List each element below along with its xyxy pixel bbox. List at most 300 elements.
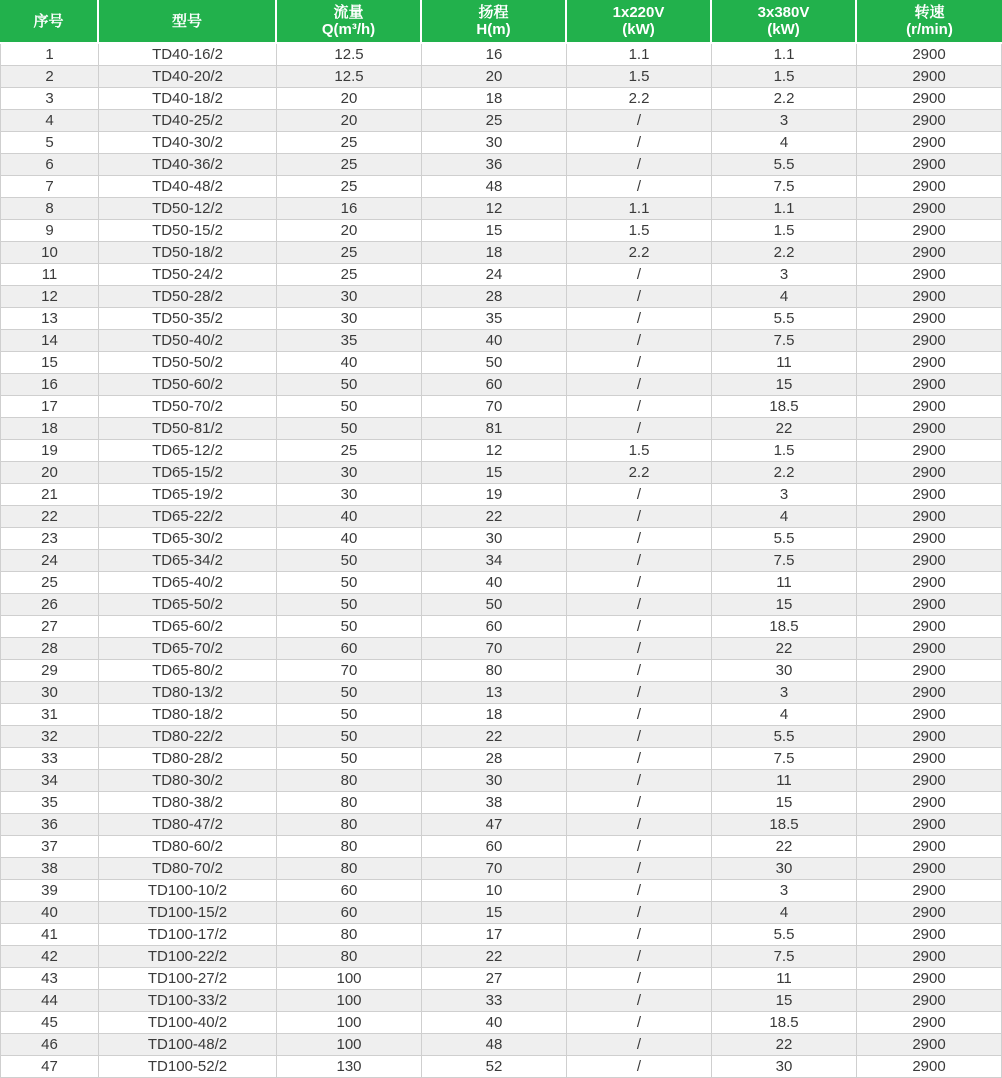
cell-power-3ph: 15 [712,792,857,814]
cell-model: TD100-27/2 [99,968,277,990]
cell-power-3ph: 11 [712,770,857,792]
cell-no: 24 [0,550,99,572]
cell-model: TD100-22/2 [99,946,277,968]
cell-no: 7 [0,176,99,198]
table-row [0,1056,1002,1078]
cell-no: 25 [0,572,99,594]
cell-no: 6 [0,154,99,176]
cell-power-3ph: 30 [712,660,857,682]
cell-speed: 2900 [857,66,1002,88]
cell-flow: 20 [277,220,422,242]
cell-model: TD65-70/2 [99,638,277,660]
cell-no: 19 [0,440,99,462]
cell-no: 13 [0,308,99,330]
cell-power-3ph: 7.5 [712,946,857,968]
cell-no: 28 [0,638,99,660]
table-row [0,242,1002,264]
cell-flow: 80 [277,814,422,836]
cell-model: TD50-70/2 [99,396,277,418]
cell-power-3ph: 3 [712,484,857,506]
cell-speed: 2900 [857,330,1002,352]
cell-power-1ph: 1.1 [567,198,712,220]
cell-head: 22 [422,506,567,528]
cell-head: 15 [422,462,567,484]
cell-power-3ph: 2.2 [712,242,857,264]
cell-speed: 2900 [857,374,1002,396]
cell-speed: 2900 [857,1056,1002,1078]
cell-flow: 16 [277,198,422,220]
cell-flow: 20 [277,88,422,110]
cell-speed: 2900 [857,550,1002,572]
cell-speed: 2900 [857,770,1002,792]
table-row [0,352,1002,374]
cell-model: TD65-19/2 [99,484,277,506]
cell-power-1ph: 1.5 [567,440,712,462]
cell-flow: 25 [277,176,422,198]
cell-flow: 25 [277,264,422,286]
cell-speed: 2900 [857,660,1002,682]
cell-flow: 35 [277,330,422,352]
table-row [0,616,1002,638]
cell-power-3ph: 22 [712,836,857,858]
cell-head: 20 [422,66,567,88]
cell-model: TD80-22/2 [99,726,277,748]
cell-power-1ph: / [567,264,712,286]
cell-model: TD100-40/2 [99,1012,277,1034]
cell-no: 12 [0,286,99,308]
cell-no: 40 [0,902,99,924]
cell-power-3ph: 4 [712,902,857,924]
cell-flow: 25 [277,242,422,264]
cell-speed: 2900 [857,418,1002,440]
cell-power-1ph: / [567,594,712,616]
cell-speed: 2900 [857,176,1002,198]
cell-head: 50 [422,352,567,374]
cell-speed: 2900 [857,198,1002,220]
cell-flow: 20 [277,110,422,132]
cell-speed: 2900 [857,1034,1002,1056]
table-row [0,902,1002,924]
cell-model: TD100-17/2 [99,924,277,946]
cell-power-1ph: / [567,682,712,704]
cell-model: TD80-30/2 [99,770,277,792]
table-row [0,132,1002,154]
cell-power-1ph: / [567,638,712,660]
cell-no: 5 [0,132,99,154]
cell-power-1ph: / [567,352,712,374]
cell-head: 50 [422,594,567,616]
cell-power-3ph: 4 [712,704,857,726]
table-row [0,396,1002,418]
cell-head: 38 [422,792,567,814]
cell-model: TD40-36/2 [99,154,277,176]
cell-model: TD80-18/2 [99,704,277,726]
cell-no: 29 [0,660,99,682]
cell-model: TD50-40/2 [99,330,277,352]
cell-power-3ph: 7.5 [712,748,857,770]
cell-model: TD40-48/2 [99,176,277,198]
cell-model: TD50-18/2 [99,242,277,264]
cell-model: TD50-24/2 [99,264,277,286]
cell-head: 15 [422,220,567,242]
cell-speed: 2900 [857,110,1002,132]
cell-power-3ph: 7.5 [712,550,857,572]
cell-speed: 2900 [857,726,1002,748]
cell-model: TD40-25/2 [99,110,277,132]
table-row [0,858,1002,880]
cell-power-3ph: 1.5 [712,220,857,242]
cell-power-1ph: / [567,154,712,176]
header-speed: 转速 (r/min) [857,0,1002,44]
cell-power-1ph: / [567,704,712,726]
cell-flow: 40 [277,352,422,374]
cell-head: 81 [422,418,567,440]
cell-no: 27 [0,616,99,638]
table-row [0,726,1002,748]
cell-no: 32 [0,726,99,748]
cell-power-1ph: / [567,506,712,528]
cell-flow: 50 [277,418,422,440]
cell-power-3ph: 3 [712,264,857,286]
cell-flow: 100 [277,968,422,990]
cell-power-1ph: / [567,748,712,770]
cell-power-3ph: 4 [712,132,857,154]
table-row [0,968,1002,990]
cell-head: 22 [422,726,567,748]
cell-speed: 2900 [857,704,1002,726]
cell-power-1ph: / [567,330,712,352]
cell-flow: 60 [277,880,422,902]
header-no: 序号 [0,0,99,44]
cell-head: 18 [422,704,567,726]
cell-head: 27 [422,968,567,990]
cell-speed: 2900 [857,220,1002,242]
cell-power-1ph: 1.1 [567,44,712,66]
cell-power-1ph: / [567,286,712,308]
cell-model: TD80-38/2 [99,792,277,814]
cell-no: 11 [0,264,99,286]
cell-head: 13 [422,682,567,704]
table-row [0,440,1002,462]
cell-power-1ph: / [567,990,712,1012]
cell-flow: 40 [277,506,422,528]
cell-flow: 40 [277,528,422,550]
cell-head: 16 [422,44,567,66]
cell-no: 21 [0,484,99,506]
cell-no: 41 [0,924,99,946]
cell-model: TD80-28/2 [99,748,277,770]
cell-speed: 2900 [857,154,1002,176]
cell-head: 80 [422,660,567,682]
cell-head: 30 [422,528,567,550]
cell-head: 52 [422,1056,567,1078]
cell-power-3ph: 11 [712,968,857,990]
cell-flow: 50 [277,550,422,572]
cell-power-3ph: 4 [712,286,857,308]
cell-head: 22 [422,946,567,968]
cell-speed: 2900 [857,572,1002,594]
cell-model: TD50-15/2 [99,220,277,242]
cell-power-3ph: 11 [712,352,857,374]
cell-flow: 80 [277,770,422,792]
cell-no: 30 [0,682,99,704]
cell-power-3ph: 7.5 [712,330,857,352]
cell-power-1ph: / [567,1012,712,1034]
cell-power-1ph: 1.5 [567,220,712,242]
cell-power-3ph: 22 [712,638,857,660]
cell-power-3ph: 22 [712,1034,857,1056]
cell-head: 25 [422,110,567,132]
cell-power-3ph: 1.1 [712,198,857,220]
cell-flow: 30 [277,462,422,484]
cell-flow: 80 [277,836,422,858]
cell-no: 45 [0,1012,99,1034]
cell-head: 10 [422,880,567,902]
cell-power-1ph: / [567,616,712,638]
cell-no: 2 [0,66,99,88]
cell-no: 31 [0,704,99,726]
cell-model: TD40-30/2 [99,132,277,154]
cell-no: 26 [0,594,99,616]
table-row [0,1012,1002,1034]
cell-model: TD100-52/2 [99,1056,277,1078]
table-row [0,814,1002,836]
cell-flow: 100 [277,990,422,1012]
table-row [0,660,1002,682]
cell-model: TD65-40/2 [99,572,277,594]
table-row [0,44,1002,66]
cell-power-1ph: 2.2 [567,242,712,264]
cell-head: 17 [422,924,567,946]
cell-flow: 100 [277,1034,422,1056]
cell-no: 38 [0,858,99,880]
cell-flow: 50 [277,616,422,638]
cell-speed: 2900 [857,44,1002,66]
cell-model: TD50-50/2 [99,352,277,374]
cell-head: 60 [422,374,567,396]
cell-speed: 2900 [857,858,1002,880]
table-row [0,374,1002,396]
cell-head: 70 [422,396,567,418]
cell-power-3ph: 4 [712,506,857,528]
cell-power-1ph: / [567,418,712,440]
table-row [0,682,1002,704]
cell-flow: 30 [277,308,422,330]
cell-power-1ph: / [567,880,712,902]
cell-speed: 2900 [857,880,1002,902]
cell-no: 20 [0,462,99,484]
cell-speed: 2900 [857,484,1002,506]
cell-flow: 50 [277,374,422,396]
table-row [0,924,1002,946]
cell-head: 12 [422,198,567,220]
cell-no: 9 [0,220,99,242]
cell-power-1ph: / [567,814,712,836]
cell-no: 22 [0,506,99,528]
header-power-1ph: 1x220V (kW) [567,0,712,44]
table-row [0,308,1002,330]
cell-power-1ph: / [567,902,712,924]
cell-model: TD65-50/2 [99,594,277,616]
cell-power-3ph: 5.5 [712,924,857,946]
cell-power-3ph: 5.5 [712,726,857,748]
cell-speed: 2900 [857,616,1002,638]
cell-model: TD50-81/2 [99,418,277,440]
cell-no: 23 [0,528,99,550]
table-row [0,836,1002,858]
cell-no: 17 [0,396,99,418]
table-row [0,528,1002,550]
cell-flow: 30 [277,286,422,308]
cell-speed: 2900 [857,462,1002,484]
cell-power-3ph: 3 [712,682,857,704]
cell-power-1ph: / [567,110,712,132]
cell-power-3ph: 1.5 [712,440,857,462]
cell-model: TD80-13/2 [99,682,277,704]
cell-flow: 50 [277,572,422,594]
cell-head: 18 [422,242,567,264]
table-body [0,44,1002,1078]
table-row [0,286,1002,308]
table-row [0,550,1002,572]
cell-speed: 2900 [857,506,1002,528]
cell-power-1ph: / [567,726,712,748]
cell-model: TD100-33/2 [99,990,277,1012]
cell-model: TD100-48/2 [99,1034,277,1056]
cell-model: TD65-60/2 [99,616,277,638]
table-row [0,770,1002,792]
cell-power-1ph: / [567,132,712,154]
table-row [0,638,1002,660]
cell-no: 18 [0,418,99,440]
cell-power-1ph: 1.5 [567,66,712,88]
cell-power-3ph: 18.5 [712,1012,857,1034]
cell-power-3ph: 3 [712,880,857,902]
cell-power-3ph: 3 [712,110,857,132]
cell-head: 70 [422,858,567,880]
cell-speed: 2900 [857,352,1002,374]
cell-flow: 12.5 [277,44,422,66]
table-row [0,176,1002,198]
cell-head: 47 [422,814,567,836]
cell-speed: 2900 [857,88,1002,110]
cell-head: 33 [422,990,567,1012]
cell-speed: 2900 [857,132,1002,154]
cell-head: 28 [422,748,567,770]
cell-model: TD40-18/2 [99,88,277,110]
header-head: 扬程 H(m) [422,0,567,44]
table-row [0,484,1002,506]
cell-flow: 25 [277,132,422,154]
cell-head: 30 [422,132,567,154]
cell-speed: 2900 [857,814,1002,836]
cell-flow: 70 [277,660,422,682]
cell-no: 4 [0,110,99,132]
cell-speed: 2900 [857,242,1002,264]
cell-model: TD100-10/2 [99,880,277,902]
cell-power-3ph: 22 [712,418,857,440]
cell-head: 18 [422,88,567,110]
cell-power-1ph: / [567,528,712,550]
cell-speed: 2900 [857,946,1002,968]
cell-no: 46 [0,1034,99,1056]
cell-flow: 50 [277,748,422,770]
cell-flow: 80 [277,792,422,814]
cell-head: 15 [422,902,567,924]
cell-power-3ph: 18.5 [712,616,857,638]
header-flow: 流量 Q(m³/h) [277,0,422,44]
cell-power-1ph: / [567,484,712,506]
cell-head: 30 [422,770,567,792]
table-row [0,880,1002,902]
cell-power-3ph: 30 [712,858,857,880]
table-row [0,110,1002,132]
cell-speed: 2900 [857,902,1002,924]
cell-flow: 100 [277,1012,422,1034]
table-row [0,748,1002,770]
cell-flow: 130 [277,1056,422,1078]
cell-head: 60 [422,836,567,858]
cell-no: 44 [0,990,99,1012]
cell-no: 3 [0,88,99,110]
cell-speed: 2900 [857,968,1002,990]
cell-speed: 2900 [857,440,1002,462]
cell-power-3ph: 1.5 [712,66,857,88]
cell-model: TD40-16/2 [99,44,277,66]
cell-head: 35 [422,308,567,330]
cell-power-1ph: / [567,176,712,198]
cell-head: 60 [422,616,567,638]
cell-flow: 50 [277,704,422,726]
cell-speed: 2900 [857,1012,1002,1034]
cell-head: 40 [422,330,567,352]
cell-model: TD65-22/2 [99,506,277,528]
cell-model: TD80-60/2 [99,836,277,858]
table-row [0,88,1002,110]
cell-power-3ph: 2.2 [712,462,857,484]
cell-speed: 2900 [857,836,1002,858]
table-row [0,154,1002,176]
cell-no: 16 [0,374,99,396]
cell-power-1ph: 2.2 [567,88,712,110]
cell-speed: 2900 [857,682,1002,704]
cell-flow: 30 [277,484,422,506]
cell-no: 43 [0,968,99,990]
cell-power-1ph: / [567,660,712,682]
table-row [0,572,1002,594]
cell-flow: 50 [277,726,422,748]
table-row [0,792,1002,814]
cell-head: 40 [422,572,567,594]
cell-head: 28 [422,286,567,308]
cell-power-1ph: / [567,770,712,792]
cell-no: 8 [0,198,99,220]
cell-speed: 2900 [857,924,1002,946]
cell-no: 15 [0,352,99,374]
cell-power-1ph: / [567,924,712,946]
cell-speed: 2900 [857,748,1002,770]
cell-speed: 2900 [857,286,1002,308]
cell-power-3ph: 18.5 [712,814,857,836]
cell-head: 34 [422,550,567,572]
cell-flow: 50 [277,396,422,418]
cell-flow: 60 [277,902,422,924]
table-row [0,220,1002,242]
cell-flow: 80 [277,946,422,968]
table-row [0,594,1002,616]
cell-flow: 50 [277,594,422,616]
cell-flow: 25 [277,440,422,462]
